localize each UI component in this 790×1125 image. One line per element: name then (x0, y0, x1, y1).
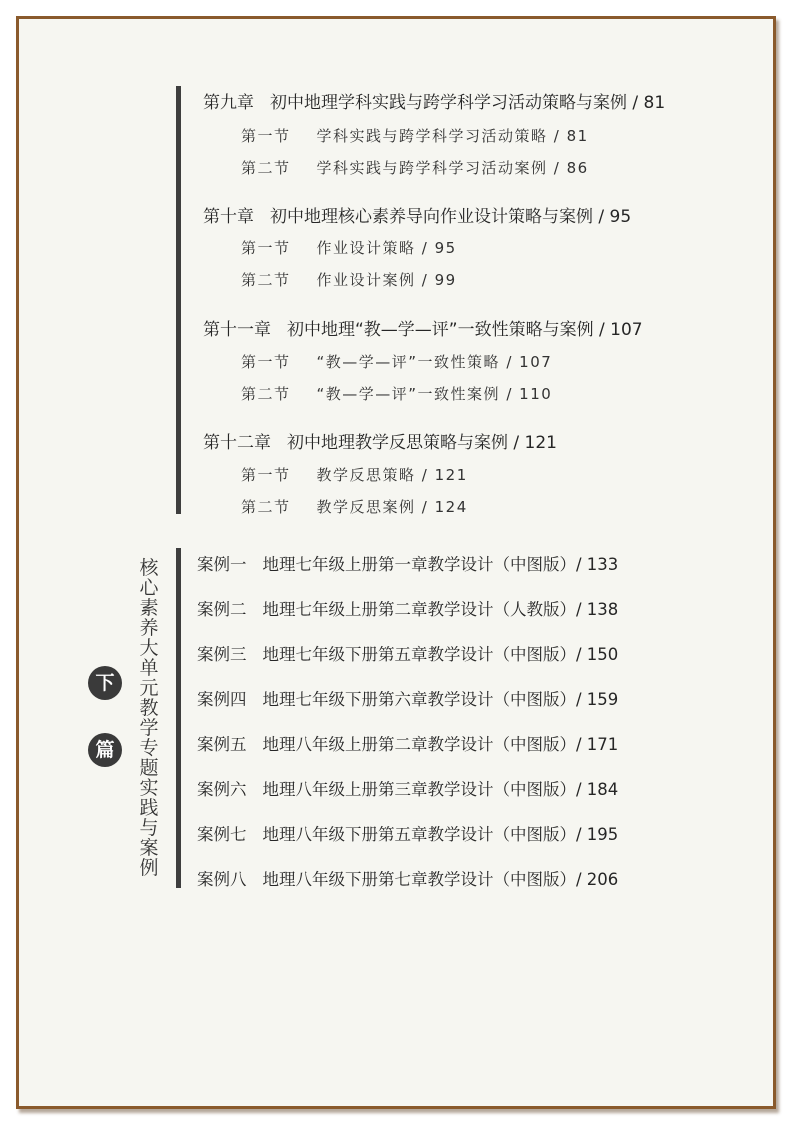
case-title: 地理七年级上册第一章教学设计（中图版）/ 133 (262, 555, 619, 574)
toc-case[interactable] (197, 776, 618, 800)
case-number: 案例四 (197, 690, 247, 709)
case-title: 地理八年级下册第七章教学设计（中图版）/ 206 (262, 870, 619, 889)
toc-section[interactable] (241, 464, 468, 485)
section-bar-upper (176, 86, 181, 514)
toc-section[interactable] (241, 351, 552, 372)
case-title: 地理七年级下册第五章教学设计（中图版）/ 150 (262, 645, 619, 664)
case-title: 地理七年级上册第二章教学设计（人教版）/ 138 (262, 600, 619, 619)
case-title: 地理八年级上册第三章教学设计（中图版）/ 184 (262, 780, 619, 799)
section-title: 教学反思策略 / 121 (316, 466, 468, 484)
section-title: “教—学—评”一致性案例 / 110 (316, 385, 553, 403)
case-number: 案例二 (197, 600, 247, 619)
case-number: 案例一 (197, 555, 247, 574)
case-number: 案例六 (197, 780, 247, 799)
section-number: 第二节 (241, 159, 291, 177)
chapter-title: 初中地理学科实践与跨学科学习活动策略与案例 / 81 (270, 93, 666, 113)
chapter-title: 初中地理“教—学—评”一致性策略与案例 / 107 (287, 320, 643, 340)
toc-case[interactable] (197, 821, 618, 845)
chapter-number: 第十章 (203, 207, 254, 227)
chapter-number: 第九章 (203, 93, 254, 113)
part-badge-xia: 下 (88, 666, 122, 700)
case-title: 地理七年级下册第六章教学设计（中图版）/ 159 (262, 690, 619, 709)
chapter-number: 第十二章 (203, 433, 271, 453)
toc-case[interactable] (197, 641, 618, 665)
section-number: 第二节 (241, 498, 291, 516)
section-title: 学科实践与跨学科学习活动案例 / 86 (316, 159, 589, 177)
case-title: 地理八年级下册第五章教学设计（中图版）/ 195 (262, 825, 619, 844)
section-bar-lower (176, 548, 181, 888)
section-number: 第二节 (241, 385, 291, 403)
case-title: 地理八年级上册第二章教学设计（中图版）/ 171 (262, 735, 619, 754)
toc-section[interactable] (241, 496, 468, 517)
section-number: 第二节 (241, 271, 291, 289)
chapter-title: 初中地理教学反思策略与案例 / 121 (287, 433, 557, 453)
section-title: 作业设计策略 / 95 (316, 239, 457, 257)
toc-chapter[interactable] (203, 88, 665, 113)
toc-case[interactable] (197, 686, 618, 710)
section-number: 第一节 (241, 353, 291, 371)
toc-case[interactable] (197, 596, 618, 620)
section-number: 第一节 (241, 127, 291, 145)
toc-section[interactable] (241, 125, 589, 146)
toc-case[interactable] (197, 551, 618, 575)
part-badge-pian: 篇 (88, 733, 122, 767)
case-number: 案例七 (197, 825, 247, 844)
toc-chapter[interactable] (203, 202, 631, 227)
case-number: 案例八 (197, 870, 247, 889)
part-title-vertical: 核心素养大单元教学专题实践与案例 (139, 557, 159, 879)
toc-case[interactable] (197, 866, 618, 890)
section-title: 学科实践与跨学科学习活动策略 / 81 (316, 127, 589, 145)
section-title: 教学反思案例 / 124 (316, 498, 468, 516)
section-title: 作业设计案例 / 99 (316, 271, 457, 289)
toc-section[interactable] (241, 269, 457, 290)
toc-chapter[interactable] (203, 428, 557, 453)
toc-chapter[interactable] (203, 315, 643, 340)
toc-section[interactable] (241, 157, 589, 178)
chapter-title: 初中地理核心素养导向作业设计策略与案例 / 95 (270, 207, 632, 227)
case-number: 案例五 (197, 735, 247, 754)
toc-section[interactable] (241, 383, 552, 404)
toc-case[interactable] (197, 731, 618, 755)
chapter-number: 第十一章 (203, 320, 271, 340)
section-number: 第一节 (241, 466, 291, 484)
case-number: 案例三 (197, 645, 247, 664)
section-number: 第一节 (241, 239, 291, 257)
toc-section[interactable] (241, 237, 457, 258)
section-title: “教—学—评”一致性策略 / 107 (316, 353, 553, 371)
